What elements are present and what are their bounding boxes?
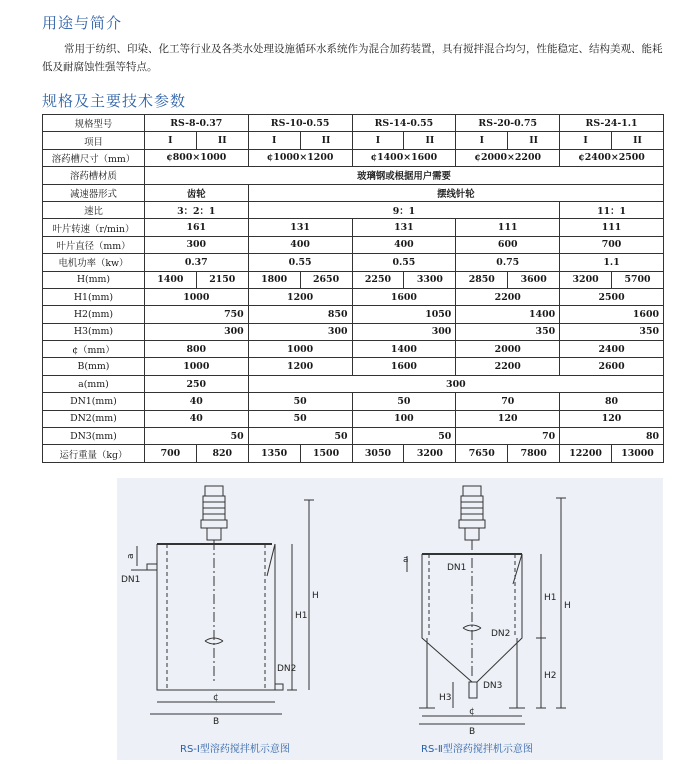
table-cell: 50: [352, 428, 456, 445]
table-cell: 2600: [560, 358, 664, 375]
table-cell: 1400: [352, 341, 456, 358]
table-cell: 70: [456, 393, 560, 410]
table-cell: 40: [144, 393, 248, 410]
row-label: 减速器形式: [43, 184, 145, 201]
variant-cell: II: [508, 132, 560, 149]
table-cell: 1000: [248, 341, 352, 358]
table-cell: 2650: [300, 271, 352, 288]
row-label: H1(mm): [43, 288, 145, 305]
table-row: [43, 341, 664, 358]
dn2-nozzle-icon: [275, 684, 283, 690]
reducer-icon: [465, 528, 479, 540]
label-dn1: DN1: [447, 563, 467, 573]
variant-cell: II: [196, 132, 248, 149]
model-cell: RS-20-0.75: [456, 115, 560, 132]
model-cell: RS-10-0.55: [248, 115, 352, 132]
table-cell: ¢1000×1200: [248, 149, 352, 166]
model-cell: RS-14-0.55: [352, 115, 456, 132]
header-label: 规格型号: [43, 115, 145, 132]
row-label: 电机功率（kw）: [43, 254, 145, 271]
row-label: DN2(mm): [43, 410, 145, 427]
table-cell: 100: [352, 410, 456, 427]
table-cell: 2400: [560, 341, 664, 358]
label-dn2: DN2: [277, 664, 297, 674]
table-cell: ¢2000×2200: [456, 149, 560, 166]
table-cell: 50: [352, 393, 456, 410]
table-cell: 2200: [456, 358, 560, 375]
table-cell: 131: [352, 219, 456, 236]
table-cell: 120: [456, 410, 560, 427]
table-cell: 300: [248, 375, 663, 392]
table-cell: ¢800×1000: [144, 149, 248, 166]
table-cell: 2250: [352, 271, 404, 288]
row-label: H3(mm): [43, 323, 145, 340]
row-label: B(mm): [43, 358, 145, 375]
row-label: ¢（mm）: [43, 341, 145, 358]
table-row: [43, 288, 664, 305]
table-cell: 300: [144, 323, 248, 340]
row-label: 叶片直径（mm）: [43, 236, 145, 253]
header-label: 项目: [43, 132, 145, 149]
variant-cell: I: [352, 132, 404, 149]
table-cell: 1800: [248, 271, 300, 288]
intro-paragraph: 常用于纺织、印染、化工等行业及各类水处理设施循环水系统作为混合加药装置，具有搅拌混合均匀，性能稳定、结构美观、能耗低及耐腐蚀性强等特点。: [42, 43, 663, 73]
table-cell: 350: [560, 323, 664, 340]
table-cell: 1000: [144, 288, 248, 305]
table-cell: 3200: [404, 445, 456, 462]
row-label: DN1(mm): [43, 393, 145, 410]
table-cell: 2850: [456, 271, 508, 288]
dim-label-phi: ¢: [469, 707, 475, 717]
variant-cell: II: [404, 132, 456, 149]
table-cell: 50: [248, 410, 352, 427]
table-row: [43, 306, 664, 323]
table-cell: 1200: [248, 358, 352, 375]
table-cell: 80: [560, 393, 664, 410]
table-cell: 350: [456, 323, 560, 340]
table-cell: 50: [248, 428, 352, 445]
table-row: [43, 375, 664, 392]
table-cell: 0.75: [456, 254, 560, 271]
table-cell: 3：2：1: [144, 201, 248, 218]
table-cell: 1.1: [560, 254, 664, 271]
table-cell: 850: [248, 306, 352, 323]
table-cell: 1350: [248, 445, 300, 462]
table-cell: 摆线针轮: [248, 184, 663, 201]
label-dn3: DN3: [483, 681, 503, 691]
table-row: [43, 271, 664, 288]
row-label: 叶片转速（r/min）: [43, 219, 145, 236]
row-label: H(mm): [43, 271, 145, 288]
motor-cap-icon: [463, 486, 481, 496]
dn3-nozzle-icon: [469, 682, 477, 698]
dim-label-phi: ¢: [213, 693, 219, 703]
table-cell: 1400: [144, 271, 196, 288]
table-row-items: [43, 132, 664, 149]
table-row: [43, 219, 664, 236]
table-cell: 玻璃钢或根据用户需要: [144, 167, 663, 184]
table-cell: 820: [196, 445, 248, 462]
table-cell: 1000: [144, 358, 248, 375]
variant-cell: II: [612, 132, 664, 149]
table-cell: 13000: [612, 445, 664, 462]
section-title-specs: 规格及主要技术参数: [42, 92, 187, 110]
spec-table: [42, 114, 664, 463]
table-cell: 3200: [560, 271, 612, 288]
table-cell: 7650: [456, 445, 508, 462]
table-cell: 7800: [508, 445, 560, 462]
table-row: [43, 445, 664, 462]
table-cell: 600: [456, 236, 560, 253]
table-cell: 111: [560, 219, 664, 236]
table-cell: 800: [144, 341, 248, 358]
table-cell: 750: [144, 306, 248, 323]
table-row: [43, 410, 664, 427]
table-cell: 1600: [560, 306, 664, 323]
variant-cell: II: [300, 132, 352, 149]
table-cell: 0.37: [144, 254, 248, 271]
variant-cell: I: [456, 132, 508, 149]
table-cell: 0.55: [352, 254, 456, 271]
table-row: [43, 323, 664, 340]
table-cell: 400: [248, 236, 352, 253]
dim-label-h: H: [312, 591, 319, 601]
row-label: 速比: [43, 201, 145, 218]
table-row: [43, 254, 664, 271]
table-cell: 5700: [612, 271, 664, 288]
table-cell: 2000: [456, 341, 560, 358]
row-label: 溶药槽尺寸（mm）: [43, 149, 145, 166]
dim-label-h2: H2: [544, 671, 557, 681]
table-cell: 111: [456, 219, 560, 236]
model-cell: RS-24-1.1: [560, 115, 664, 132]
table-cell: 11：1: [560, 201, 664, 218]
table-cell: 250: [144, 375, 248, 392]
table-row-models: [43, 115, 664, 132]
dim-label-h3: H3: [439, 693, 452, 703]
table-row: [43, 358, 664, 375]
table-cell: 1050: [352, 306, 456, 323]
table-cell: 120: [560, 410, 664, 427]
dim-label-h1: H1: [295, 611, 308, 621]
motor-cap-icon: [205, 486, 223, 496]
table-cell: 300: [144, 236, 248, 253]
table-cell: 40: [144, 410, 248, 427]
table-cell: 131: [248, 219, 352, 236]
row-label: 溶药槽材质: [43, 167, 145, 184]
dim-label-a: a: [403, 555, 409, 565]
table-row: [43, 393, 664, 410]
table-row: [43, 236, 664, 253]
table-row: [43, 149, 664, 166]
table-cell: 400: [352, 236, 456, 253]
table-cell: 1200: [248, 288, 352, 305]
dim-label-a: a: [126, 553, 136, 559]
section-title-usage: 用途与简介: [42, 14, 123, 32]
table-cell: 161: [144, 219, 248, 236]
variant-cell: I: [560, 132, 612, 149]
table-cell: 9：1: [248, 201, 559, 218]
table-cell: 1500: [300, 445, 352, 462]
row-label: a(mm): [43, 375, 145, 392]
table-row: [43, 167, 664, 184]
table-cell: 2150: [196, 271, 248, 288]
table-cell: 2500: [560, 288, 664, 305]
table-cell: 3600: [508, 271, 560, 288]
table-cell: ¢2400×2500: [560, 149, 664, 166]
dn1-nozzle-icon: [147, 564, 157, 570]
table-cell: 300: [248, 323, 352, 340]
table-cell: 齿轮: [144, 184, 248, 201]
table-row: [43, 428, 664, 445]
model-cell: RS-8-0.37: [144, 115, 248, 132]
table-cell: 1600: [352, 288, 456, 305]
mixer-schematics: [117, 478, 663, 760]
dim-label-h: H: [564, 601, 571, 611]
dim-label-b: B: [213, 717, 220, 727]
caption-rs1: RS-Ⅰ型溶药搅拌机示意图: [180, 744, 290, 755]
row-label: H2(mm): [43, 306, 145, 323]
rs1-schematic: [131, 486, 314, 714]
table-cell: 1400: [456, 306, 560, 323]
table-cell: 2200: [456, 288, 560, 305]
table-cell: 1600: [352, 358, 456, 375]
dim-label-h1: H1: [544, 593, 557, 603]
table-row: [43, 201, 664, 218]
table-cell: ¢1400×1600: [352, 149, 456, 166]
table-cell: 700: [144, 445, 196, 462]
variant-cell: I: [248, 132, 300, 149]
table-row: [43, 184, 664, 201]
table-cell: 70: [456, 428, 560, 445]
label-dn2: DN2: [491, 629, 511, 639]
dim-label-b: B: [469, 727, 476, 737]
table-cell: 3300: [404, 271, 456, 288]
table-cell: 3050: [352, 445, 404, 462]
table-cell: 300: [352, 323, 456, 340]
table-cell: 0.55: [248, 254, 352, 271]
table-cell: 50: [144, 428, 248, 445]
table-cell: 12200: [560, 445, 612, 462]
row-label: DN3(mm): [43, 428, 145, 445]
table-cell: 80: [560, 428, 664, 445]
table-cell: 700: [560, 236, 664, 253]
row-label: 运行重量（kg）: [43, 445, 145, 462]
caption-rs2: RS-Ⅱ型溶药搅拌机示意图: [421, 744, 533, 755]
label-dn1: DN1: [121, 575, 141, 585]
variant-cell: I: [144, 132, 196, 149]
reducer-icon: [207, 528, 221, 540]
table-cell: 50: [248, 393, 352, 410]
